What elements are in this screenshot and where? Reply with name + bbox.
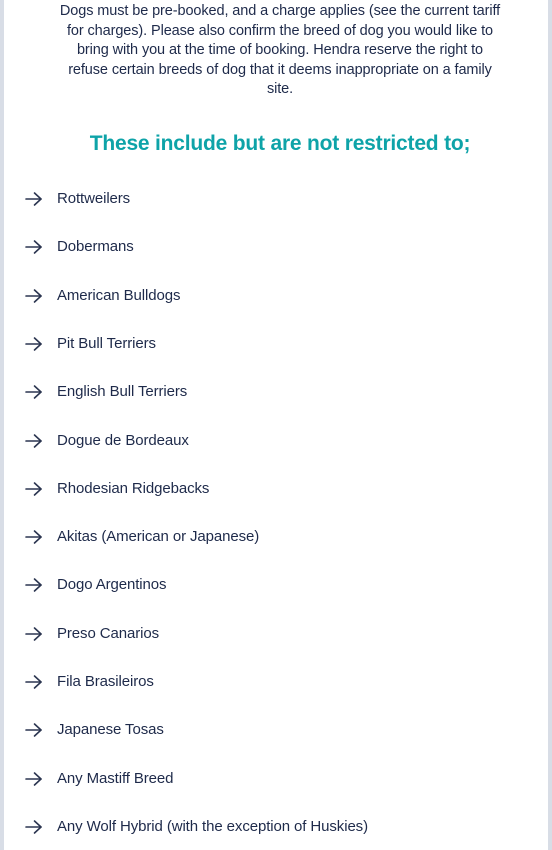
breed-label: Japanese Tosas [57,721,164,739]
list-item [4,184,552,214]
arrow-right-icon [24,287,44,305]
breed-label: Any Mastiff Breed [57,769,174,787]
list-item [4,619,552,649]
list-item [4,377,552,407]
arrow-right-icon [24,528,44,546]
arrow-right-icon [24,190,44,208]
breed-label: Dogo Argentinos [57,576,167,594]
list-item [4,281,552,311]
arrow-right-icon [24,721,44,739]
breed-label: Dogue de Bordeaux [57,431,189,449]
breed-label: Akitas (American or Japanese) [57,528,260,546]
arrow-right-icon [24,383,44,401]
list-item [4,232,552,262]
intro-paragraph [18,2,542,100]
list-item [4,812,552,842]
breed-label: Fila Brasileiros [57,673,154,690]
arrow-right-icon [24,770,44,788]
intro-line: refuse certain breeds of dog that it deems inappropriate on a family [68,61,492,78]
breed-label: American Bulldogs [57,286,181,304]
list-item [4,667,552,697]
arrow-right-icon [24,432,44,450]
breed-label: Preso Canarios [57,624,159,642]
breed-label: Any Wolf Hybrid (with the exception of Huskies) [57,817,368,835]
breed-label: Pit Bull Terriers [57,334,156,352]
arrow-right-icon [24,818,44,836]
arrow-right-icon [24,673,44,691]
intro-line: site. [266,81,294,98]
list-heading: These include but are not restricted to; [89,132,471,155]
arrow-right-icon [24,480,44,498]
breed-label: Dobermans [57,238,134,256]
list-item [4,764,552,794]
breed-label: Rhodesian Ridgebacks [57,479,210,497]
list-item [4,426,552,456]
list-item [4,715,552,745]
arrow-right-icon [24,238,44,256]
list-item [4,329,552,359]
intro-line: Dogs must be pre-booked, and a charge applies (see the current tariff [59,3,501,19]
breed-label: Rottweilers [57,190,131,207]
list-item [4,522,552,552]
list-item [4,474,552,504]
arrow-right-icon [24,576,44,594]
list-item [4,570,552,600]
arrow-right-icon [24,625,44,643]
arrow-right-icon [24,335,44,353]
breed-label: English Bull Terriers [57,383,188,401]
intro-line: for charges). Please also confirm the breed of dog you would like to [66,22,494,39]
intro-line: bring with you at the time of booking. Hendra reserve the right to [76,42,484,59]
